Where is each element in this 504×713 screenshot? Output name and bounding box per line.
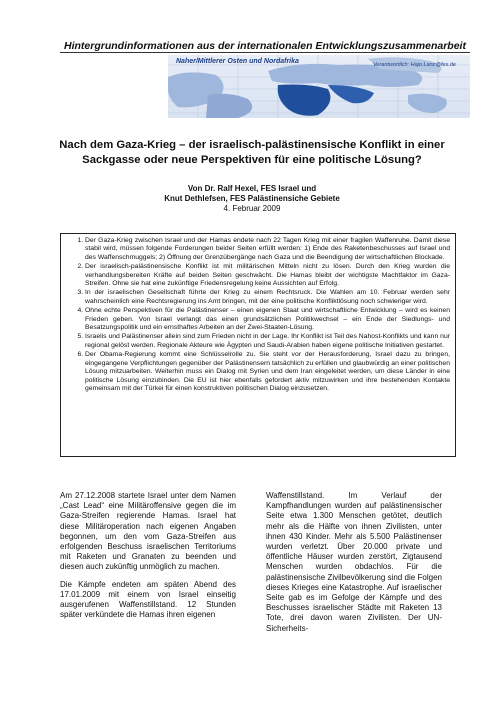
body-column-right [266,491,442,641]
article-date: 4. Februar 2009 [223,204,281,213]
summary-box [60,233,456,457]
banner-region-label: Naher/Mittlerer Osten und Nordafrika [176,58,299,65]
series-title: Hintergrundinformationen aus der internationalen Entwicklungszusammenarbeit [64,40,466,52]
header-banner [168,55,470,118]
summary-list [67,237,450,393]
article-headline: Nach dem Gaza-Krieg – der israelisch-palästinensische Konflikt in einer Sackgasse oder neue Perspektiven für eine politische Lösung? [59,139,445,166]
summary-item: 4. Ohne echte Perspektiven für die Palästinenser – einen eigenen Staat und wirtschaftliche Entwicklung – wird es keinen Frieden geben. Von Israel verlangt das einen grundsätzlichen Politikwechsel – ein Ende der Siedlungs- und Besatzungspolitik und ein ernsthaftes Arbeiten an der Zwei-Staaten-Lösung. [85,307,450,332]
summary-item: 6. Der Obama-Regierung kommt eine Schlüsselrolle zu. Sie steht vor der Herausforderung, Israel dazu zu bringen, eingegangene Verpflichtungen gegenüber der Palästinensern tatsächlich zu erfüllen und glaubwürdig an einer politischen Lösung mitzuarbeiten. Weiterhin muss ein Dialog mit Syrien und dem Iran eingeleitet werden, um diese Länder in eine politische Lösung einzubinden. Die EU ist hier ebenfalls gefordert aktiv mitzuwirken und ihre bestehenden Kontakte gemeinsam mit der Türkei für einen konstruktiven politischen Dialog einzusetzen. [85,351,450,393]
author-line-1: Von Dr. Ralf Hexel, FES Israel und [187,184,317,193]
body-paragraph: Am 27.12.2008 startete Israel unter dem Namen „Cast Lead“ eine Militäroffensive gegen die im Gaza-Streifen regierende Hamas. Israel hat diese Militäroperation nach eigenen Angaben begonnen, um den vom Gaza-Streifen aus erfolgenden Beschuss israelischen Territoriums mit Raketen und Granaten zu beenden und diesen auch zukünftig unmöglich zu machen. [60,491,236,572]
body-paragraph: Waffenstillstand. Im Verlauf der Kampfhandlungen wurden auf palästinensischer Seite etwa 1.300 Menschen getötet, deutlich mehr als die Hälfte von ihnen Zivilisten, unter ihnen 430 Kinder. Mehr als 5.500 Palästinenser wurden verletzt. Über 20.000 private und öffentliche Häuser wurden zerstört, Zigtausend Menschen wurden obdachlos. Für die palästinensische Zivilbevölkerung sind die Folgen dieses Krieges eine Katastrophe. Auf israelischer Seite gab es im Gefolge der Kämpfe und des Beschusses israelischer Städte mit Raketen 13 Tote, drei davon waren Zivilisten. Der UN-Sicherheits- [266,491,442,633]
article-authors [60,184,444,204]
banner-responsible-contact: Verantwortlich: Hajo.Lanz@fes.de [372,62,456,68]
summary-item: 1. Der Gaza-Krieg zwischen Israel und der Hamas endete nach 22 Tagen Krieg mit einer fragilen Waffenruhe. Damit diese stabil wird, müssen folgende Forderungen beider Seiten erfüllt werden: 1) Ende des Raketenbeschusses auf Israel und des Waffenschmuggels; 2) Öffnung der Grenzübergänge nach Gaza und die Beendigung der wirtschaftlichen Blockade. [85,237,450,262]
body-column-left [60,491,236,627]
summary-item: 5. Israelis und Palästinenser allein sind zum Frieden nicht in der Lage. Ihr Konflikt ist Teil des Nahost-Konflikts und kann nur regional gelöst werden. Regionale Akteure wie Ägypten und Saudi-Arabien haben eigene politische Initiativen gestartet. [85,333,450,350]
title-divider [60,52,470,53]
summary-item: 2. Der israelisch-palästinensische Konflikt ist mit militärischen Mitteln nicht zu lösen. Durch den Krieg wurden die verhandlungsbereiten Kräfte auf beiden Seiten geschwächt. Die Hamas bleibt der wichtigste Machtfaktor im Gaza-Streifen. Ohne sie hat eine zukünftige Friedensregelung keine Aussichten auf Erfolg. [85,263,450,288]
body-paragraph: Die Kämpfe endeten am späten Abend des 17.01.2009 mit einem von Israel einseitig ausgerufenen Waffenstillstand. 12 Stunden später verkündete die Hamas ihren eigenen [60,579,236,620]
author-line-2: Knut Dethlefsen, FES Palästinensiche Gebiete [164,194,340,203]
summary-item: 3. In der israelischen Gesellschaft führte der Krieg zu einem Rechtsruck. Die Wahlen am 10. Februar werden sehr wahrscheinlich eine Rechtsregierung ins Amt bringen, mit der eine politische Konfliktlösung noch schwieriger wird. [85,289,450,306]
